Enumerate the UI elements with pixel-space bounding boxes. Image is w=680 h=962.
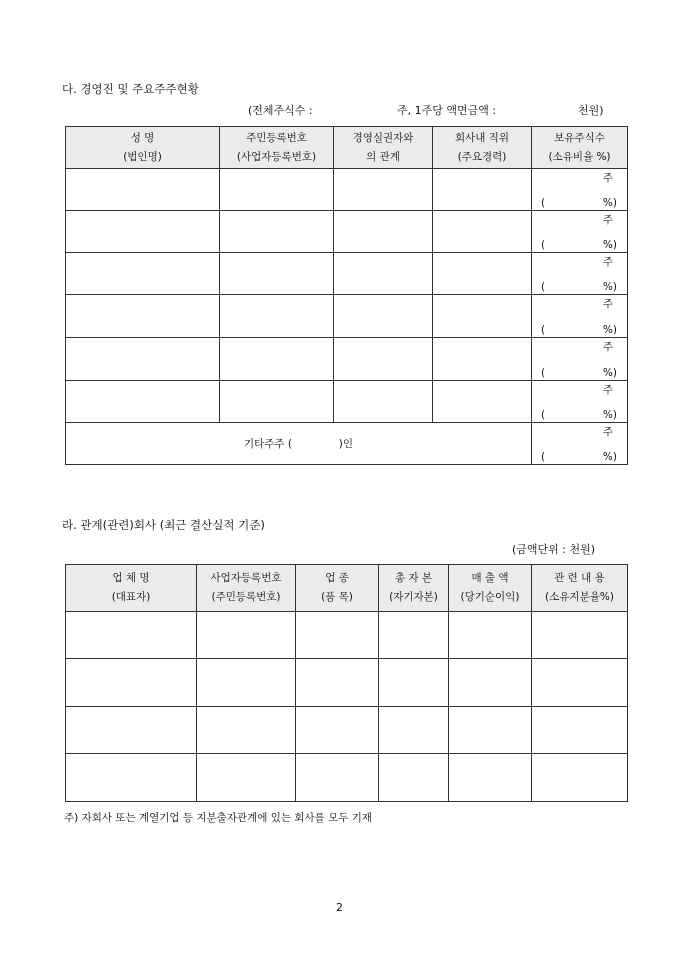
- total-shares-label: (전체주식수 :: [248, 104, 313, 117]
- ratio-open: (: [541, 409, 546, 421]
- position-cell[interactable]: [433, 253, 532, 295]
- shares-held-cell[interactable]: [532, 169, 628, 211]
- shares-held-cell[interactable]: [532, 295, 628, 338]
- relationship-cell[interactable]: [334, 381, 433, 423]
- capital-cell[interactable]: [379, 612, 449, 659]
- relationship-cell[interactable]: [334, 338, 433, 381]
- header-industry: 업 종 (품 목): [296, 565, 379, 612]
- ratio-percent: %): [602, 409, 617, 421]
- table-row: [66, 754, 628, 802]
- ratio-percent: %): [602, 239, 617, 251]
- shares-unit: 주: [602, 426, 613, 438]
- par-value-label: 주, 1주당 액면금액 :: [397, 104, 497, 117]
- table-row: [66, 295, 628, 338]
- header-resident-number: 주민등록번호 (사업자등록번호): [220, 127, 334, 169]
- resident-number-cell[interactable]: [220, 253, 334, 295]
- ratio-open: (: [541, 281, 546, 293]
- header-total-capital: 총 자 본 (자기자본): [379, 565, 449, 612]
- relation-cell[interactable]: [532, 659, 628, 707]
- name-cell[interactable]: [66, 381, 220, 423]
- industry-cell[interactable]: [296, 754, 379, 802]
- amount-unit-note: (금액단위 : 천원): [512, 543, 596, 556]
- ratio-percent: %): [602, 367, 617, 379]
- shares-held-cell[interactable]: [532, 381, 628, 423]
- business-number-cell[interactable]: [197, 612, 296, 659]
- section-d-title: 다. 경영진 및 주요주주현황: [62, 82, 199, 96]
- capital-cell[interactable]: [379, 707, 449, 754]
- header-sales: 매 출 액 (당기순이익): [449, 565, 532, 612]
- industry-cell[interactable]: [296, 707, 379, 754]
- relationship-cell[interactable]: [334, 295, 433, 338]
- shares-held-cell[interactable]: [532, 253, 628, 295]
- ratio-open: (: [541, 239, 546, 251]
- header-position: 회사내 직위 (주요경력): [433, 127, 532, 169]
- thousand-won-label: 천원): [578, 104, 604, 117]
- resident-number-cell[interactable]: [220, 169, 334, 211]
- ratio-percent: %): [602, 324, 617, 336]
- name-cell[interactable]: [66, 211, 220, 253]
- table-row: [66, 338, 628, 381]
- other-shareholders-cell[interactable]: [66, 423, 532, 465]
- company-cell[interactable]: [66, 612, 197, 659]
- table-row: [66, 169, 628, 211]
- relationship-cell[interactable]: [334, 169, 433, 211]
- page-number: 2: [336, 901, 343, 914]
- relation-cell[interactable]: [532, 754, 628, 802]
- relationship-cell[interactable]: [334, 211, 433, 253]
- company-cell[interactable]: [66, 659, 197, 707]
- name-cell[interactable]: [66, 169, 220, 211]
- resident-number-cell[interactable]: [220, 381, 334, 423]
- shareholders-table: [65, 126, 628, 465]
- table-row: [66, 253, 628, 295]
- shares-unit: 주: [602, 214, 613, 226]
- resident-number-cell[interactable]: [220, 295, 334, 338]
- shares-unit: 주: [602, 256, 613, 268]
- ratio-percent: %): [602, 281, 617, 293]
- resident-number-cell[interactable]: [220, 338, 334, 381]
- shares-unit: 주: [602, 172, 613, 184]
- business-number-cell[interactable]: [197, 659, 296, 707]
- industry-cell[interactable]: [296, 659, 379, 707]
- header-shares-held: 보유주식수 (소유비율 %): [532, 127, 628, 169]
- position-cell[interactable]: [433, 211, 532, 253]
- ratio-percent: %): [602, 197, 617, 209]
- header-business-number: 사업자등록번호 (주민등록번호): [197, 565, 296, 612]
- ratio-percent: %): [602, 451, 617, 463]
- table-row: [66, 381, 628, 423]
- relation-cell[interactable]: [532, 612, 628, 659]
- position-cell[interactable]: [433, 295, 532, 338]
- company-cell[interactable]: [66, 754, 197, 802]
- sales-cell[interactable]: [449, 659, 532, 707]
- table-row: [66, 612, 628, 659]
- capital-cell[interactable]: [379, 754, 449, 802]
- header-company-name: 업 체 명 (대표자): [66, 565, 197, 612]
- other-shareholders-label: 기타주주 ( )인: [244, 438, 353, 450]
- ratio-open: (: [541, 324, 546, 336]
- name-cell[interactable]: [66, 295, 220, 338]
- header-relation-details: 관 련 내 용 (소유지분율%): [532, 565, 628, 612]
- position-cell[interactable]: [433, 381, 532, 423]
- position-cell[interactable]: [433, 169, 532, 211]
- shares-held-cell[interactable]: [532, 211, 628, 253]
- shares-held-cell[interactable]: [532, 338, 628, 381]
- relationship-cell[interactable]: [334, 253, 433, 295]
- sales-cell[interactable]: [449, 707, 532, 754]
- table-row: [66, 659, 628, 707]
- shares-unit: 주: [602, 341, 613, 353]
- business-number-cell[interactable]: [197, 707, 296, 754]
- table-row: [66, 707, 628, 754]
- shares-held-cell[interactable]: [532, 423, 628, 465]
- section-e-title: 라. 관계(관련)회사 (최근 결산실적 기준): [62, 518, 265, 532]
- industry-cell[interactable]: [296, 612, 379, 659]
- capital-cell[interactable]: [379, 659, 449, 707]
- shares-unit: 주: [602, 298, 613, 310]
- business-number-cell[interactable]: [197, 754, 296, 802]
- relation-cell[interactable]: [532, 707, 628, 754]
- name-cell[interactable]: [66, 338, 220, 381]
- position-cell[interactable]: [433, 338, 532, 381]
- shares-unit: 주: [602, 384, 613, 396]
- resident-number-cell[interactable]: [220, 211, 334, 253]
- name-cell[interactable]: [66, 253, 220, 295]
- ratio-open: (: [541, 197, 546, 209]
- others-row: [66, 423, 628, 465]
- company-cell[interactable]: [66, 707, 197, 754]
- footnote: 주) 자회사 또는 계열기업 등 지분출자관계에 있는 회사를 모두 기재: [64, 812, 372, 824]
- header-name: 성 명 (법인명): [66, 127, 220, 169]
- ratio-open: (: [541, 451, 546, 463]
- sales-cell[interactable]: [449, 754, 532, 802]
- table-row: [66, 211, 628, 253]
- affiliates-table: [65, 564, 628, 802]
- header-relationship: 경영실권자와 의 관계: [334, 127, 433, 169]
- sales-cell[interactable]: [449, 612, 532, 659]
- ratio-open: (: [541, 367, 546, 379]
